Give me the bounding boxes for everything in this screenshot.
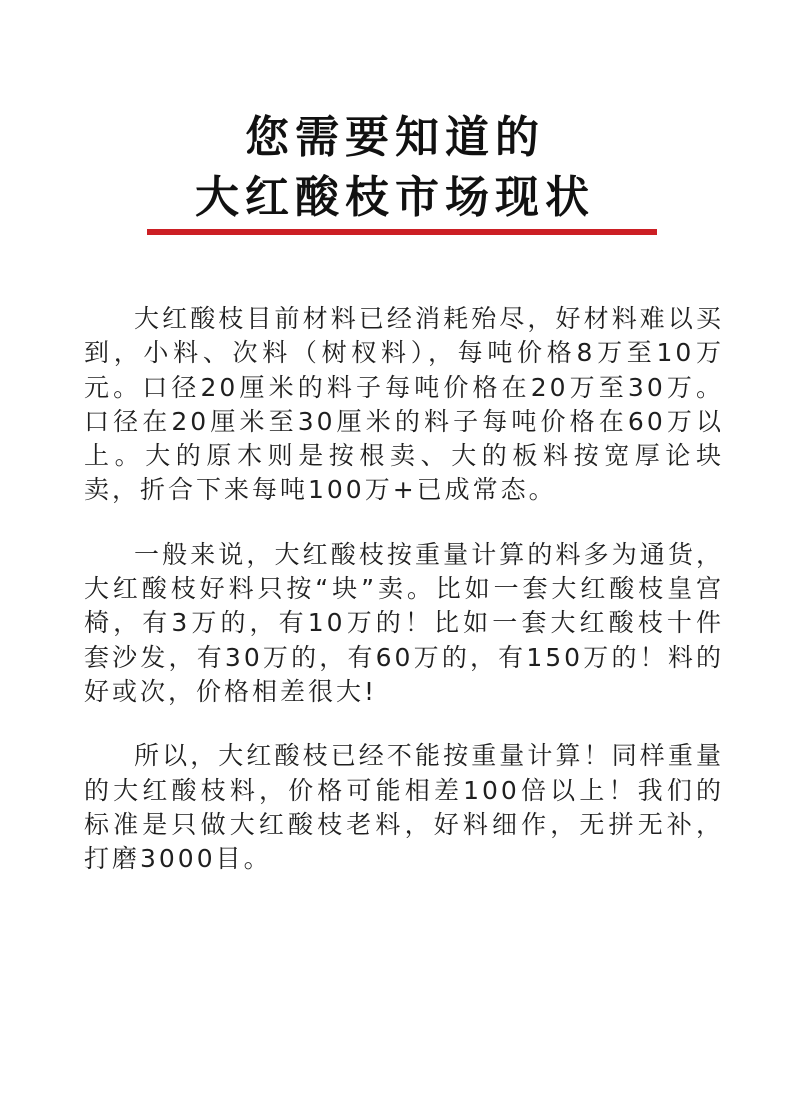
paragraph-our-standard: 所以，大红酸枝已经不能按重量计算！同样重量的大红酸枝料，价格可能相差100倍以上！我们的标准是只做大红酸枝老料，好料细作，无拼无补，打磨3000目。 (84, 741, 724, 874)
article-body (84, 302, 724, 906)
title-line-2: 大红酸枝市场现状 (195, 172, 595, 223)
title-underline-divider (147, 229, 657, 235)
title-block (0, 108, 790, 228)
paragraph-market-supply: 大红酸枝目前材料已经消耗殆尽，好材料难以买到，小料、次料（树杈料），每吨价格8万至10万元。口径20厘米的料子每吨价格在20万至30万。口径在20厘米至30厘米的料子每吨价格在60万以上。大的原木则是按根卖、大的板料按宽厚论块卖，折合下来每吨100万+已成常态。 (84, 304, 724, 505)
paragraph-pricing-by-piece: 一般来说，大红酸枝按重量计算的料多为通货，大红酸枝好料只按“块”卖。比如一套大红酸枝皇宫椅，有3万的，有10万的！比如一套大红酸枝十件套沙发，有30万的，有60万的，有150万的！料的好或次，价格相差很大! (84, 539, 724, 706)
title-line-1: 您需要知道的 (245, 112, 545, 163)
